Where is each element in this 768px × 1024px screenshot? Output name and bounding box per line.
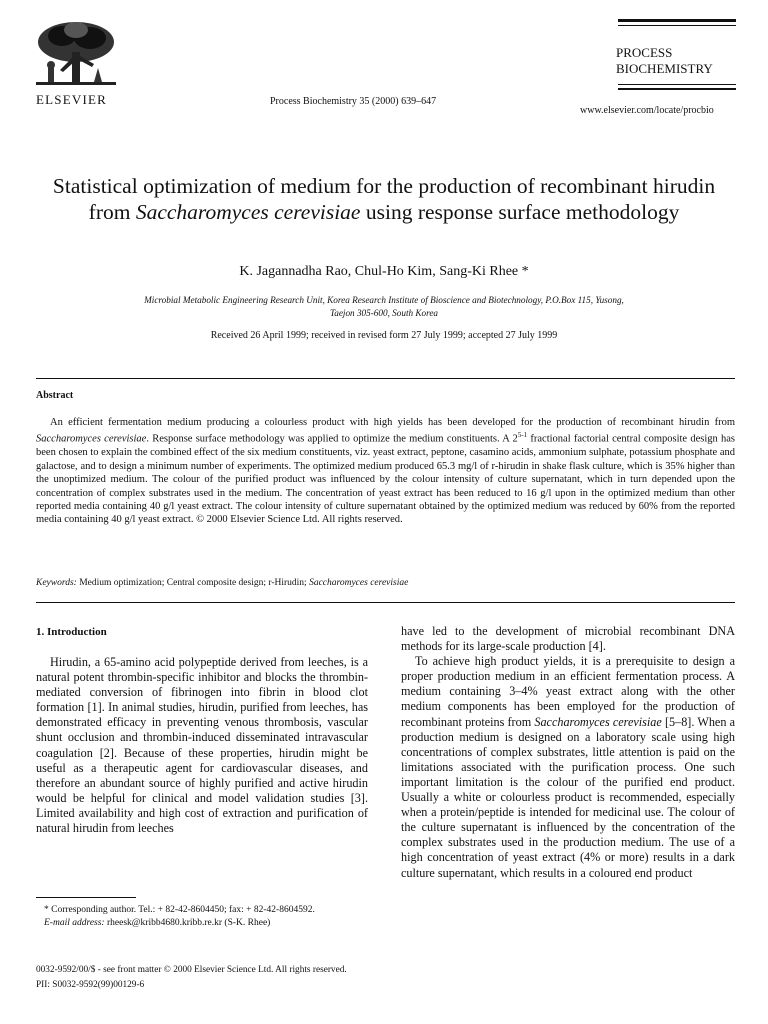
email-address[interactable]: rheesk@kribb4680.kribb.re.kr (S-K. Rhee) xyxy=(104,918,271,928)
title-text: Statistical optimization of medium for the production of recombinant hirudin from xyxy=(52,174,716,224)
footnote-email xyxy=(36,917,368,930)
publisher-name: ELSEVIER xyxy=(36,92,107,107)
journal-rule xyxy=(618,88,736,90)
abstract-segment: An efficient fermentation medium producing a colourless product with high yields has been developed for the production of recombinant hirudin from xyxy=(50,417,735,428)
elsevier-tree-logo xyxy=(32,18,120,88)
keywords xyxy=(36,578,735,588)
paragraph-segment: To achieve high product yields, it is a prerequisite to design a proper production medium in an efficient fermentation process. A medium containing 3–4% yeast extract along with the other medium components has been employed for the production of recombinant proteins from xyxy=(401,654,735,729)
author-list: K. Jagannadha Rao, Chul-Ho Kim, Sang-Ki Rhee * xyxy=(239,264,529,279)
abstract-text xyxy=(36,416,735,527)
journal-rule xyxy=(618,84,736,85)
keywords-text: Medium optimization; Central composite design; r-Hirudin; xyxy=(76,578,310,588)
journal-rule xyxy=(618,19,736,22)
keywords-label: Keywords: xyxy=(36,578,77,588)
title-species: Saccharomyces cerevisiae xyxy=(135,200,361,224)
journal-name-line: PROCESS xyxy=(616,45,673,60)
title-text: using response surface methodology xyxy=(360,200,680,224)
divider xyxy=(36,602,735,603)
paragraph-species: Saccharomyces cerevisiae xyxy=(534,714,662,729)
paragraph: have led to the development of microbial recombinant DNA methods for its large-scale production [4]. xyxy=(401,624,735,654)
footnote-corresponding: * Corresponding author. Tel.: + 82-42-8604450; fax: + 82-42-8604592. xyxy=(44,905,315,915)
abstract-species: Saccharomyces cerevisiae xyxy=(36,433,147,445)
journal-website-link[interactable]: www.elsevier.com/locate/procbio xyxy=(580,105,714,116)
journal-name xyxy=(616,45,713,77)
section-heading: 1. Introduction xyxy=(36,626,107,638)
affiliation-line: Taejon 305-600, South Korea xyxy=(329,308,439,318)
article-dates: Received 26 April 1999; received in revised form 27 July 1999; accepted 27 July 1999 xyxy=(210,330,558,341)
journal-rule xyxy=(618,25,736,26)
footnote-rule xyxy=(36,897,136,898)
abstract-heading: Abstract xyxy=(36,390,74,401)
journal-name-line: BIOCHEMISTRY xyxy=(616,61,713,76)
left-column xyxy=(36,655,368,836)
paragraph xyxy=(401,654,735,880)
article-title xyxy=(30,173,738,225)
footnote xyxy=(36,904,368,930)
affiliation-line: Microbial Metabolic Engineering Research Unit, Korea Research Institute of Bioscience and Biotechnology, P.O.Box 115, Yusong, xyxy=(144,295,624,305)
affiliation xyxy=(30,294,738,320)
keywords-species: Saccharomyces cerevisiae xyxy=(309,578,409,588)
abstract-segment: fractional factorial central composite design has been chosen to explain the combined effect of the six medium constituents, viz. yeast extract, peptone, casamino acids, ammonium sulphate, potassium phosphate and galactose, and to design a minimum number of experiments. The optimized medium produced 65.3 mg/l of r-hirudin in shake flask culture, which is 35% higher than the unoptimized medium. The colour of the purified product was influenced by the colour intensity of culture supernatant, which in turn depended upon the concentration of complex substrates used in the medium. The concentration of yeast extract has been reduced to 16 g/l upon in the optimized medium than other reported media containing 40 g/l yeast extract. The colour intensity of culture supernatant obtained by the optimized medium was reduced by 60% from the reported media containing 40 g/l yeast extract. © 2000 Elsevier Science Ltd. All rights reserved. xyxy=(36,433,735,526)
right-column xyxy=(401,624,735,881)
paragraph: Hirudin, a 65-amino acid polypeptide derived from leeches, is a natural potent thrombin-specific inhibitor and blocks the thrombin-mediated conversion of fibrinogen into fibrin in blood clot formation [1]. In animal studies, hirudin, purified from leeches, has demonstrated efficacy in preventing venous thrombosis, vascular shunt occlusion and thrombin-induced disseminated intravascular coagulation [2]. Because of these properties, hirudin might be useful as a therapeutic agent for cardiovascular diseases, and therefore an abundant source of highly purified and active hirudin would be helpful for clinical and model validation studies [3]. Limited availability and high cost of extraction and purification of natural hirudin from leeches xyxy=(36,655,368,836)
page-footer xyxy=(36,963,347,993)
email-label: E-mail address: xyxy=(44,918,105,928)
paragraph-segment: [5–8]. When a production medium is designed on a laboratory scale using high concentrations of complex substrates, little attention is paid on the limitations associated with the purification process. One such important limitation is the colour of the purified end product. Usually a white or colourless product is recommended, especially when a protein/peptide is intended for medicinal use. The colour of the culture supernatant is influenced by the concentration of the complex substrates used in the production medium. The use of a high concentration of yeast extract (4% or more) results in a dark culture supernatant, which results in a coloured end product xyxy=(401,714,735,880)
abstract-superscript: 5-1 xyxy=(517,431,528,440)
divider xyxy=(36,378,735,379)
journal-citation: Process Biochemistry 35 (2000) 639–647 xyxy=(270,96,437,107)
abstract-segment: . Response surface methodology was applied to optimize the medium constituents. A 2 xyxy=(146,433,518,445)
copyright-line: 0032-9592/00/$ - see front matter © 2000 Elsevier Science Ltd. All rights reserved. xyxy=(36,965,347,975)
pii-line: PII: S0032-9592(99)00129-6 xyxy=(36,980,145,990)
